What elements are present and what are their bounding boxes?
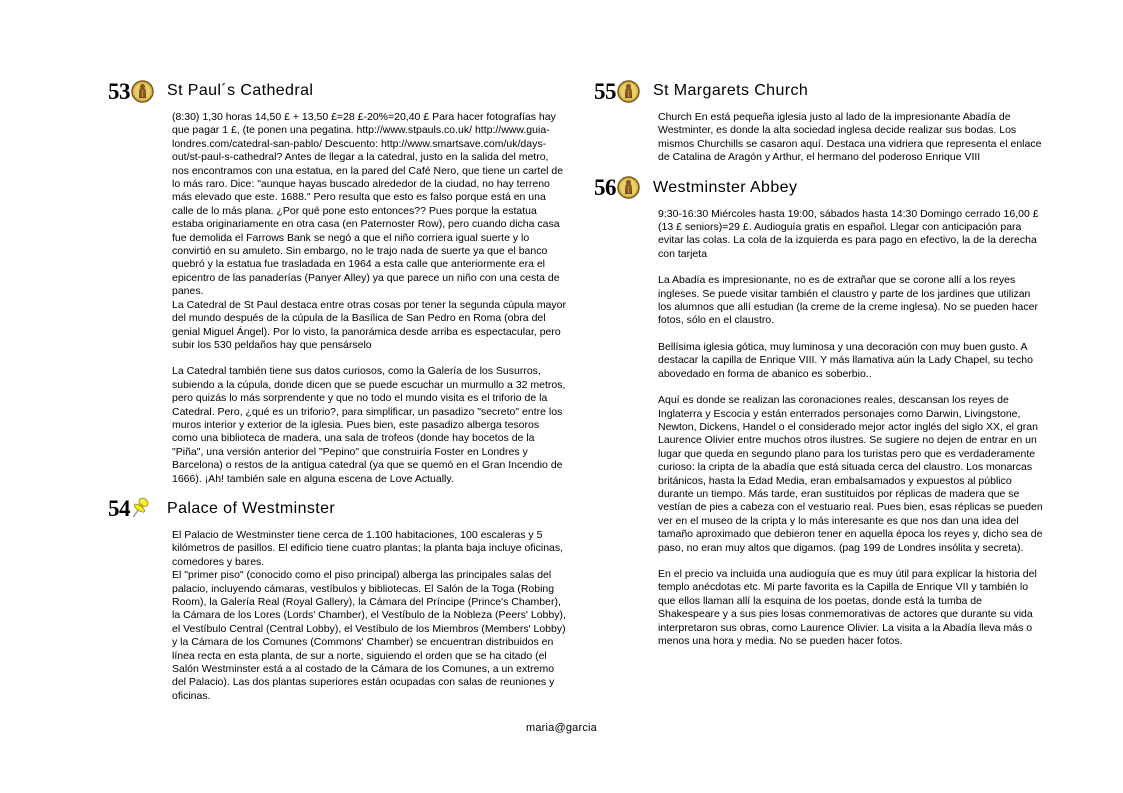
right-column: [594, 78, 1046, 648]
section-st-pauls-cathedral: [108, 78, 566, 486]
saint-medallion-icon: [617, 176, 640, 199]
section-number: 54: [108, 496, 130, 522]
paragraph: (8:30) 1,30 horas 14,50 £ + 13,50 £=28 £-20%=20,40 £ Para hacer fotografías hay que pagar 1 £, (te ponen una pegatina. http://www.stpauls.co.uk/ http://www.guia-londres.com/catedral-san-pablo/ Descuento: http://www.smartsave.com/uk/days-out/st-paul-s-cathedral? Antes de llegar a la catedral, justo en la salida del metro, nos encontramos con una estatua, en la pared del Café Nero, que tiene un cartel de lo más raro. Dice: "aunque hayas buscado alrededor de la ciudad, no hay terreno más elevado que este. 1688." Pero resulta que esto es falso porque está en una calle de lo más plana. ¿Por qué pone esto entonces?? Pues porque la estatua estaba originariamente en otra casa (en Paternoster Row), pero cuando dicha casa fue demolida el Farrows Bank se negó a que el niño corriera igual suerte y lo convirtió en su amuleto. Sin embargo, no le trajo nada de suerte ya que el banco quebró y la estatua fue trasladada en 1964 a esta calle que anteriormente era el epicentro de las panaderías (Panyer Alley) ya que parece un niño con una cesta de panes.: [172, 111, 564, 298]
paragraph: La Abadía es impresionante, no es de extrañar que se corone allí a los reyes ingleses. Se puede visitar también el claustro y parte de los jardines que utilizan los alumnos que allí estudian (la creme de la creme inglesa). No se pueden hacer fotos, sólo en el claustro.: [658, 274, 1038, 327]
saint-medallion-icon: [617, 80, 640, 103]
pushpin-icon: [131, 497, 154, 520]
section-title: St Paul´s Cathedral: [167, 82, 314, 99]
paragraph: El Palacio de Westminster tiene cerca de 1.100 habitaciones, 100 escaleras y 5 kilómetros de pasillos. El edificio tiene cuatro plantas; la planta baja incluye oficinas, comedores y bares.: [172, 528, 564, 568]
section-body: [658, 208, 1046, 649]
section-header: [108, 496, 566, 522]
paragraph: En el precio va incluida una audioguía que es muy útil para explicar la historia del templo anécdotas etc. Mi parte favorita es la Capilla de Enrique VII y también lo que ellos llaman allí la esquina de los poetas, donde está la tumba de Shakespeare y a sus pies losas conmemorativas de actores que durante su vida interpretaron sus obras, como Laurence Olivier. La visita a la Abadía lleva más o menos una hora y media. No se pueden hacer fotos.: [658, 567, 1037, 647]
paragraph: La Catedral de St Paul destaca entre otras cosas por tener la segunda cúpula mayor del mundo después de la cúpula de la Basílica de San Pedro en Roma (obra del genial Miguel Ángel). Por lo visto, la panorámica desde arriba es espectacular, pero subir los 530 peldaños hay que pensárselo: [172, 298, 566, 351]
paragraph: 9:30-16:30 Miércoles hasta 19:00, sábados hasta 14:30 Domingo cerrado 16,00 £ (13 £ seniors)=29 £. Audioguía gratis en español. Llegar con anticipación para evitar las colas. La cola de la izquierda es para pago en efectivo, la de la derecha con tarjeta: [658, 207, 1039, 260]
section-title: Westminster Abbey: [653, 178, 798, 196]
section-header: [108, 78, 566, 104]
section-title: Palace of Westminster: [167, 499, 336, 517]
section-header: [594, 175, 1046, 201]
section-body: [658, 111, 1046, 165]
section-body: [172, 529, 566, 703]
section-title: St Margarets Church: [653, 82, 809, 99]
paragraph: Church En está pequeña iglesia justo al lado de la impresionante Abadía de Westminter, es donde la alta sociedad inglesa decide realizar sus bodas. Los mismos Churchills se casaron aquí. Destaca una vidriera que representa el enlace de Catalina de Aragón y Arthur, el hermano del poderoso Enrique VIII: [658, 111, 1042, 164]
section-number: 55: [594, 78, 616, 104]
paragraph: Aquí es donde se realizan las coronaciones reales, descansan los reyes de Inglaterra y Escocia y están enterrados personajes como Darwin, Livingstone, Newton, Dickens, Handel o el considerado mejor actor inglés del siglo XX, el gran Laurence Olivier entre muchos otros ilustres. Se sugiere no dejen de entrar en un lugar que queda en segundo plano para los turistas pero que es verdaderamente curioso: la cripta de la abadía que está situada cerca del claustro. Los monarcas británicos, hasta la Edad Media, eran embalsamados y expuestos al público durante un tiempo. Más tarde, eran sustituidos por réplicas de madera que se vestían de pies a cabeza con el vestuario real. Pues bien, esas réplicas se pueden ver en el museo de la cripta y lo más interesante es que nos dan una idea del tamaño aproximado que debieron tener en aquella época los reyes y, dicho sea de paso, no eran muy altos que digamos. (pag 199 de Londres insólita y secreta).: [658, 394, 1043, 554]
section-header: [594, 78, 1046, 104]
saint-medallion-icon: [131, 80, 154, 103]
section-body: [172, 111, 566, 486]
section-st-margarets-church: [594, 78, 1046, 165]
section-number: 53: [108, 78, 130, 104]
left-column: [108, 78, 566, 703]
paragraph: El "primer piso" (conocido como el piso principal) alberga las principales salas del palacio, incluyendo cámaras, vestíbulos y bibliotecas. El Salón de la Toga (Robing Room), la Galería Real (Royal Gallery), la Cámara del Príncipe (Prince's Chamber), la Cámara de los Lores (Lords' Chamber), el Vestíbulo de la Nobleza (Peers' Lobby), el Vestíbulo Central (Central Lobby), el Vestíbulo de los Miembros (Members' Lobby) y la Cámara de los Comunes (Commons' Chamber) se encuentran distribuidos en línea recta en esta planta, de sur a norte, siguiendo el orden que se ha citado (el Salón Westminster está a al costado de la Cámara de los Comunes, a un extremo del Palacio). Las dos plantas superiores están ocupadas con salas de reuniones y oficinas.: [172, 569, 566, 702]
paragraph: Bellísima iglesia gótica, muy luminosa y una decoración con muy buen gusto. A destacar la capilla de Enrique VIII. Y más llamativa aún la Lady Chapel, su techo abovedado en forma de abanico es soberbio..: [658, 340, 1033, 380]
section-westminster-abbey: [594, 175, 1046, 649]
section-palace-of-westminster: [108, 496, 566, 703]
paragraph: La Catedral también tiene sus datos curiosos, como la Galería de los Susurros, subiendo a la cúpula, donde dicen que se puede escuchar un murmullo a 32 metros, pero quizás lo más sorprendente y que no todo el mundo visita es el triforio de la Catedral. Pero, ¿qué es un triforio?, para simplificar, un pasadizo "secreto" entre los muros interior y exterior de la iglesia. Pues bien, este pasadizo alberga tesoros como una biblioteca de madera, una sala de trofeos (donde hay bocetos de la "Piña", una versión anterior del "Pepino" que construiría Foster en Londres y Barcelona) o restos de la antigua catedral (ya que se quemó en el Gran Incendio de 1666). ¡Ah! también sale en alguna escena de Love Actually.: [172, 365, 566, 485]
section-number: 56: [594, 175, 616, 201]
footer-email: maria@garcia: [525, 722, 598, 734]
